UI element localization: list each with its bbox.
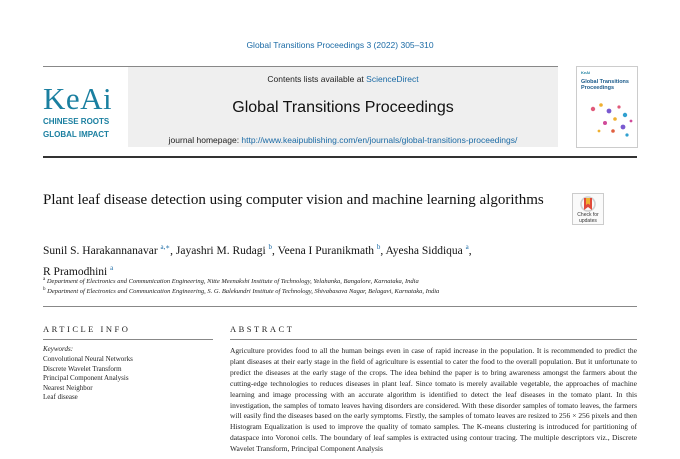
affiliation: [43, 277, 643, 285]
author-affiliation-mark[interactable]: a: [465, 243, 469, 251]
cover-title: [581, 79, 635, 91]
author-list: [43, 239, 563, 281]
homepage-prefix: journal homepage:: [168, 135, 242, 145]
author-name: R Pramodhini: [43, 265, 108, 278]
keyword: Nearest Neighbor: [43, 383, 93, 392]
journal-homepage-link[interactable]: http://www.keaipublishing.com/en/journals/global-transitions-proceedings/: [241, 135, 518, 145]
keyword: Principal Component Analysis: [43, 374, 129, 383]
badge-label: [573, 213, 603, 224]
contents-prefix: Contents lists available at: [267, 74, 367, 84]
author[interactable]: [278, 245, 386, 257]
publisher-logo-word: KeAi: [43, 81, 113, 116]
author-affiliation-mark[interactable]: b: [376, 243, 381, 251]
article-info-rule: [43, 339, 213, 340]
journal-title: Global Transitions Proceedings: [232, 99, 454, 116]
affiliation-mark: a: [43, 277, 46, 282]
affiliation: [43, 287, 643, 295]
article-info-heading: ARTICLE INFO: [43, 324, 131, 334]
author-affiliation-mark[interactable]: a,∗: [160, 243, 171, 251]
abstract-heading: ABSTRACT: [230, 324, 295, 334]
journal-homepage-line: [128, 135, 558, 145]
cover-brand: KeAi: [581, 70, 591, 75]
author[interactable]: [176, 245, 278, 257]
bookmark-ribbon-icon: [573, 194, 603, 214]
author-name: Jayashri M. Rudagi: [175, 244, 266, 257]
author-name: Veena I Puranikmath: [277, 244, 375, 257]
abstract-text: Agriculture provides food to all the human beings even in case of rapid increase in the population. It is recommended to predict the plant diseases at their early stage in the field of agriculture is essential to cater the food to the overall population. But it unfortunate to predict the diseases at the early stage of the crops. The idea behind the paper is to bring awareness amongst the farmers about the cutting-edge technologies to reduces diseases in plant leaf. Since tomato is merely available vegetable, the approaches of machine learning and image processing with an accurate algorithm is identified to detect the leaf diseases in the tomato plant. In this investigation, the samples of tomato leaves having disorders are considered. With these disorder samples of tomato leaves, the farmers will easily find the diseases based on the early symptoms. Firstly, the samples of tomato leaves are resized to 256 × 256 pixels and then Histogram Equalization is used to improve the quality of tomato samples. The K-means clustering is introduced for partitioning of dataspace into Voronoi cells. The boundary of leaf samples is extracted using contour tracing. The multiple descriptors viz., Discrete Wavelet Transform, Principal Component Analysis: [230, 346, 637, 454]
journal-reference[interactable]: Global Transitions Proceedings 3 (2022) 305–310: [246, 40, 434, 50]
abstract-rule: [230, 339, 637, 340]
author-separator: ,: [380, 244, 386, 257]
affiliation-text: Department of Electronics and Communication Engineering, S. G. Balekundri Institute of Technology, Shivabasava Nagar, Belagavi, Karnataka, India: [47, 288, 440, 296]
keyword: Convolutional Neural Networks: [43, 355, 133, 363]
publisher-logo-tagline-2: GLOBAL IMPACT: [43, 130, 109, 139]
author-separator: ,: [170, 244, 176, 257]
keyword: Leaf disease: [43, 393, 78, 402]
contents-line: [128, 74, 558, 84]
keywords-label: Keywords:: [43, 345, 74, 353]
affiliation-text: Department of Electronics and Communication Engineering, Nitte Meenakshi Institute of Technology, Yelahanka, Bangalore, Karnataka, India: [46, 278, 419, 286]
article-title: Plant leaf disease detection using computer vision and machine learning algorithms: [43, 192, 544, 208]
keywords-list: [43, 355, 133, 403]
cover-title-line-1: Global Transitions: [581, 79, 629, 85]
cover-title-line-2: Proceedings: [581, 85, 615, 91]
author-affiliation-mark[interactable]: a: [110, 263, 114, 272]
author-affiliation-mark[interactable]: b: [268, 243, 273, 251]
journal-cover-thumbnail[interactable]: [576, 66, 638, 148]
section-divider: [43, 306, 637, 307]
keyword: Discrete Wavelet Transform: [43, 364, 122, 373]
badge-label-line-2: updates: [579, 217, 597, 224]
cover-artwork-icon: [579, 97, 635, 143]
author-separator: ,: [272, 244, 278, 257]
check-for-updates-badge[interactable]: [572, 193, 604, 225]
publisher-logo-tagline-1: CHINESE ROOTS: [43, 117, 110, 126]
header-bottom-rule: [43, 156, 637, 158]
author[interactable]: [43, 263, 114, 278]
author[interactable]: [43, 245, 176, 257]
author-name: Ayesha Siddiqua: [385, 244, 463, 257]
publisher-logo[interactable]: [43, 83, 112, 140]
author-name: Sunil S. Harakannanavar: [43, 244, 158, 257]
badge-label-line-1: Check for: [577, 212, 599, 218]
author[interactable]: [386, 245, 472, 257]
sciencedirect-link[interactable]: ScienceDirect: [366, 74, 419, 84]
author-separator: ,: [468, 244, 472, 257]
affiliation-mark: b: [43, 287, 46, 292]
